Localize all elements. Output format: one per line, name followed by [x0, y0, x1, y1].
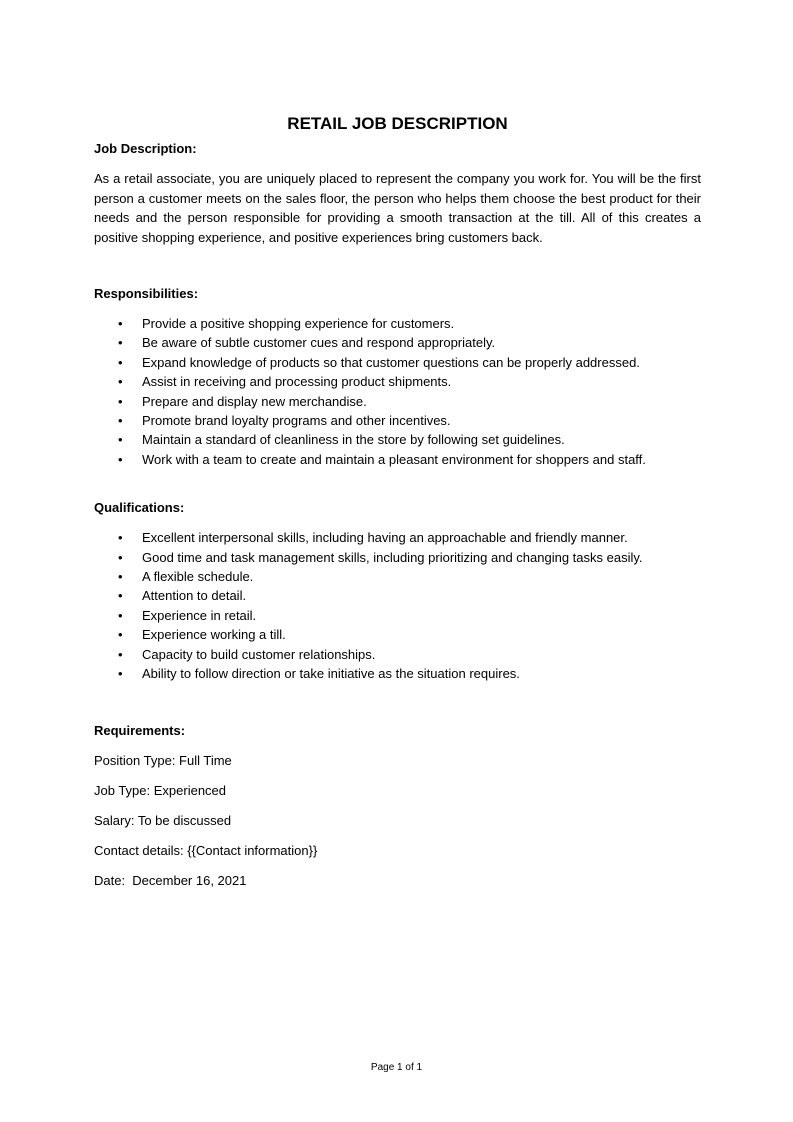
bullet-icon: • [118, 432, 123, 448]
list-item: • Capacity to build customer relationships. [94, 645, 701, 664]
position-type: Position Type: Full Time [94, 752, 232, 768]
bullet-icon: • [118, 451, 123, 467]
list-item: • Work with a team to create and maintain a pleasant environment for shoppers and staff. [94, 450, 701, 469]
job-description-heading: Job Description: [94, 141, 197, 156]
list-item: • Assist in receiving and processing product shipments. [94, 372, 701, 391]
list-item: • Experience working a till. [94, 625, 701, 644]
list-item: • Prepare and display new merchandise. [94, 392, 701, 411]
bullet-icon: • [118, 354, 123, 370]
list-item: • Ability to follow direction or take initiative as the situation requires. [94, 664, 701, 683]
bullet-icon: • [118, 569, 123, 585]
requirements-section [94, 722, 701, 889]
qualifications-section [94, 499, 701, 683]
page-footer: Page 1 of 1 [370, 1062, 423, 1073]
bullet-icon: • [118, 607, 123, 623]
job-description-text: As a retail associate, you are uniquely placed to represent the company you work for. You will be the first person a customer meets on the sales floor, the person who helps them choose the best product for their needs and the person responsible for providing a smooth transaction at the till. All of this creates a positive shopping experience, and positive experiences bring customers back. [94, 171, 701, 245]
list-item: • Expand knowledge of products so that customer questions can be properly addressed. [94, 353, 701, 372]
responsibilities-list [94, 314, 701, 469]
qualifications-heading: Qualifications: [94, 500, 185, 516]
bullet-icon: • [118, 588, 123, 604]
document-page [94, 112, 701, 889]
salary: Salary: To be discussed [94, 812, 232, 828]
job-description-section [94, 140, 701, 247]
bullet-icon: • [118, 393, 123, 409]
date: Date: December 16, 2021 [94, 872, 247, 888]
responsibilities-heading: Responsibilities: [94, 286, 199, 301]
bullet-icon: • [118, 627, 123, 643]
responsibilities-section [94, 285, 701, 469]
document-title: RETAIL JOB DESCRIPTION [287, 114, 508, 133]
list-item: • A flexible schedule. [94, 567, 701, 586]
bullet-icon: • [118, 413, 123, 429]
list-item: • Provide a positive shopping experience for customers. [94, 314, 701, 333]
list-item: • Good time and task management skills, including prioritizing and changing tasks easily. [94, 548, 701, 567]
bullet-icon: • [118, 316, 123, 331]
list-item: • Be aware of subtle customer cues and respond appropriately. [94, 333, 701, 352]
qualifications-list [94, 528, 701, 683]
list-item: • Excellent interpersonal skills, including having an approachable and friendly manner. [94, 528, 701, 547]
bullet-icon: • [118, 335, 123, 351]
list-item: • Attention to detail. [94, 586, 701, 605]
requirements-heading: Requirements: [94, 722, 186, 738]
list-item: • Maintain a standard of cleanliness in the store by following set guidelines. [94, 430, 701, 449]
bullet-icon: • [118, 666, 123, 682]
list-item: • Experience in retail. [94, 606, 701, 625]
list-item: • Promote brand loyalty programs and other incentives. [94, 411, 701, 430]
bullet-icon: • [118, 549, 123, 565]
job-type: Job Type: Experienced [94, 782, 227, 798]
contact-details: Contact details: {{Contact information}} [94, 842, 318, 858]
bullet-icon: • [118, 530, 123, 546]
bullet-icon: • [118, 374, 123, 390]
bullet-icon: • [118, 646, 123, 662]
